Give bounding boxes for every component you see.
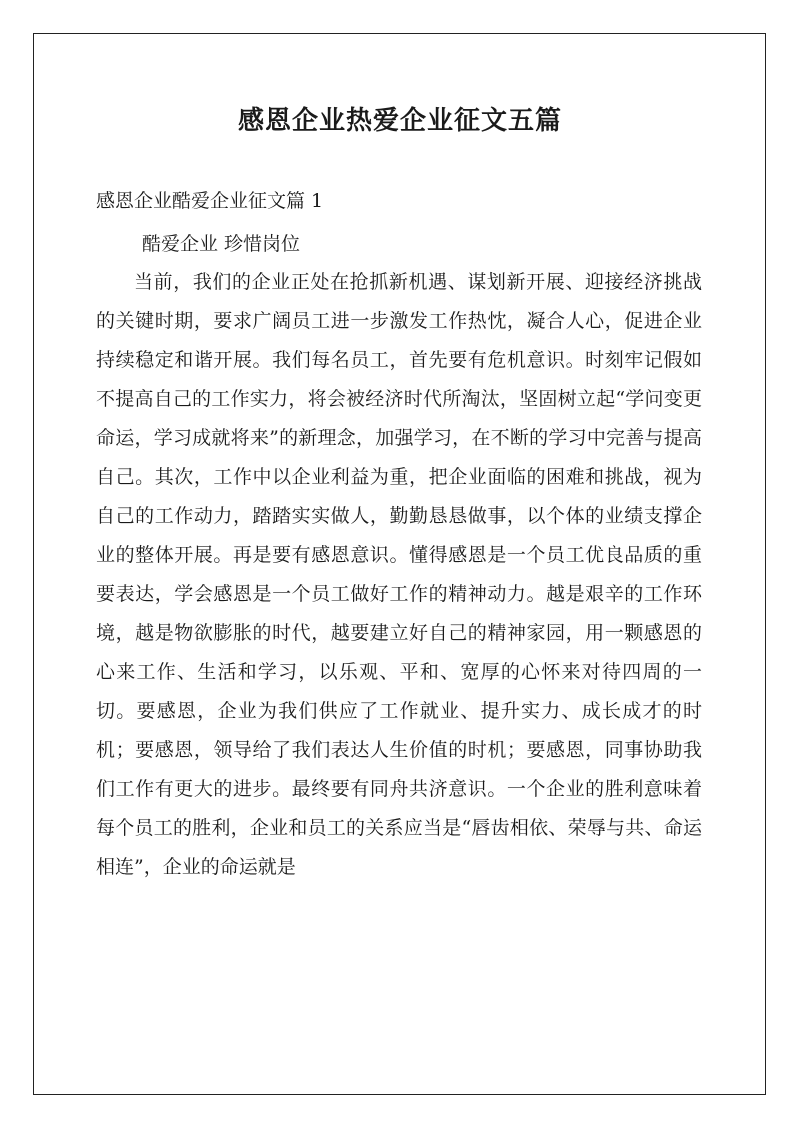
body-paragraph: 当前，我们的企业正处在抢抓新机遇、谋划新开展、迎接经济挑战的关键时期，要求广阔员工进一步激发工作热忱，凝合人心，促进企业持续稳定和谐开展。我们每名员工，首先要有危机意识。时刻牢记假如不提高自己的工作实力，将会被经济时代所淘汰，坚固树立起“学问变更命运，学习成就将来”的新理念，加强学习，在不断的学习中完善与提高自己。其次，工作中以企业利益为重，把企业面临的困难和挑战，视为自己的工作动力，踏踏实实做人，勤勤恳恳做事，以个体的业绩支撑企业的整体开展。再是要有感恩意识。懂得感恩是一个员工优良品质的重要表达，学会感恩是一个员工做好工作的精神动力。越是艰辛的工作环境，越是物欲膨胀的时代，越要建立好自己的精神家园，用一颗感恩的心来工作、生活和学习，以乐观、平和、宽厚的心怀来对待四周的一切。要感恩，企业为我们供应了工作就业、提升实力、成长成才的时机；要感恩，领导给了我们表达人生价值的时机；要感恩，同事协助我们工作有更大的进步。最终要有同舟共济意识。一个企业的胜利意味着每个员工的胜利，企业和员工的关系应当是“唇齿相依、荣辱与共、命运相连”，企业的命运就是: [96, 271, 702, 878]
section-heading: 感恩企业酷爱企业征文篇 1: [96, 190, 324, 212]
document-title: 感恩企业热爱企业征文五篇: [237, 106, 562, 136]
essay-subtitle: 酷爱企业 珍惜岗位: [142, 233, 301, 255]
